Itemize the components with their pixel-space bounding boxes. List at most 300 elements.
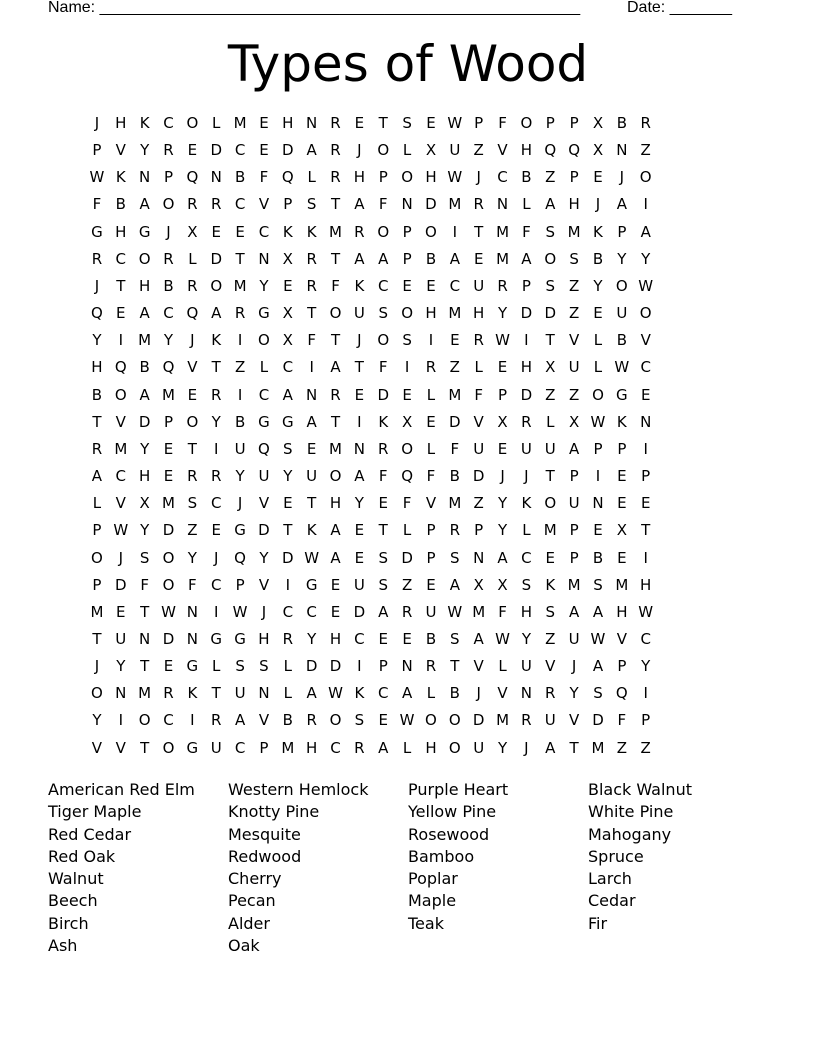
grid-letter: Z — [234, 358, 246, 377]
grid-letter: R — [521, 412, 532, 431]
grid-letter: P — [283, 195, 293, 214]
grid-letter: V — [473, 657, 484, 676]
grid-letter: I — [428, 331, 434, 350]
grid-letter: A — [330, 521, 341, 540]
grid-letter: X — [545, 358, 556, 377]
grid-letter: D — [258, 521, 270, 540]
grid-letter: N — [592, 494, 604, 513]
grid-letter: L — [188, 249, 197, 268]
grid-letter: M — [567, 575, 581, 594]
grid-letter: F — [402, 494, 412, 513]
grid-letter: U — [520, 439, 532, 458]
grid-letter: T — [307, 304, 317, 323]
date-field-label: Date: _______ — [627, 0, 732, 16]
grid-letter: I — [237, 385, 243, 404]
grid-letter: W — [113, 521, 129, 540]
grid-letter: V — [115, 738, 126, 757]
grid-row — [85, 602, 658, 629]
grid-letter: R — [211, 467, 222, 486]
word-list — [48, 779, 768, 957]
grid-letter: L — [283, 657, 292, 676]
grid-letter: F — [140, 575, 149, 594]
grid-row — [85, 548, 658, 575]
grid-letter: L — [402, 521, 412, 540]
grid-letter: Z — [473, 141, 484, 160]
grid-letter: T — [140, 738, 150, 757]
grid-letter: Z — [616, 738, 627, 757]
grid-letter: C — [163, 304, 174, 323]
grid-letter: I — [595, 467, 601, 486]
grid-letter: D — [472, 711, 485, 730]
grid-letter: W — [399, 711, 415, 730]
grid-letter: J — [524, 738, 529, 757]
grid-letter: E — [354, 521, 365, 540]
grid-letter: J — [261, 602, 267, 621]
grid-letter: G — [186, 657, 199, 676]
grid-letter: T — [378, 114, 388, 132]
grid-letter: S — [187, 494, 198, 513]
grid-letter: R — [91, 439, 103, 458]
grid-letter: K — [616, 412, 627, 431]
grid-letter: H — [115, 114, 127, 132]
grid-letter: F — [498, 114, 507, 132]
grid-letter: H — [91, 358, 103, 377]
word-list-item: American Red Elm — [48, 780, 195, 799]
grid-letter: Y — [283, 467, 293, 486]
grid-letter: W — [590, 629, 606, 648]
grid-letter: R — [187, 276, 198, 295]
grid-letter: V — [616, 629, 627, 648]
grid-letter: Y — [497, 494, 508, 513]
grid-letter: A — [91, 467, 103, 486]
grid-letter: C — [497, 168, 508, 187]
grid-letter: O — [186, 412, 199, 431]
grid-letter: M — [448, 195, 462, 214]
grid-letter: L — [593, 331, 603, 350]
grid-letter: K — [521, 494, 532, 513]
grid-letter: X — [401, 412, 413, 431]
grid-letter: O — [544, 249, 557, 268]
word-list-item: Pecan — [228, 891, 276, 911]
grid-letter: F — [426, 467, 436, 486]
grid-letter: D — [425, 195, 437, 214]
grid-letter: I — [357, 657, 362, 676]
grid-letter: M — [329, 222, 342, 241]
grid-letter: X — [497, 575, 508, 594]
grid-letter: X — [568, 412, 580, 431]
grid-letter: P — [569, 548, 579, 567]
grid-letter: L — [522, 521, 531, 540]
grid-letter: M — [496, 249, 510, 268]
word-list-item: Red Oak — [48, 846, 116, 866]
grid-letter: R — [306, 711, 317, 730]
grid-letter: B — [616, 331, 627, 350]
grid-letter: L — [426, 439, 436, 458]
grid-letter: S — [306, 195, 317, 214]
grid-letter: N — [306, 385, 318, 404]
grid-letter: A — [354, 467, 365, 486]
grid-letter: O — [329, 304, 342, 323]
grid-letter: T — [283, 521, 293, 540]
grid-letter: A — [306, 141, 317, 160]
word-list-item: Rosewood — [408, 824, 490, 844]
grid-letter: S — [545, 222, 556, 241]
grid-letter: P — [521, 276, 531, 295]
grid-letter: L — [426, 385, 436, 404]
grid-letter: A — [378, 249, 389, 268]
grid-letter: X — [497, 412, 508, 431]
grid-letter: V — [497, 684, 508, 703]
grid-letter: I — [214, 439, 219, 458]
grid-row — [85, 167, 658, 194]
word-list-item: Mesquite — [228, 824, 301, 844]
grid-letter: J — [524, 467, 529, 486]
grid-letter: A — [473, 629, 484, 648]
grid-letter: E — [354, 548, 365, 567]
grid-letter: Y — [211, 412, 221, 431]
grid-letter: G — [234, 629, 246, 648]
grid-letter: B — [91, 385, 103, 404]
grid-letter: L — [307, 168, 316, 187]
grid-letter: V — [258, 494, 270, 513]
grid-letter: D — [162, 629, 175, 648]
grid-letter: P — [474, 114, 484, 132]
grid-letter: A — [497, 548, 508, 567]
grid-letter: C — [115, 249, 127, 268]
grid-letter: K — [115, 168, 126, 187]
grid-letter: K — [354, 276, 365, 295]
word-list-item: Spruce — [588, 846, 644, 866]
grid-letter: H — [425, 304, 437, 323]
grid-letter: H — [115, 222, 127, 241]
word-list-item: Fir — [588, 913, 608, 933]
grid-letter: K — [378, 412, 389, 431]
grid-letter: E — [640, 494, 651, 513]
grid-letter: T — [235, 249, 245, 268]
word-list-item: White Pine — [588, 802, 674, 822]
grid-letter: T — [330, 249, 341, 268]
grid-letter: F — [307, 331, 316, 350]
grid-letter: U — [425, 602, 437, 621]
word-list-item: Larch — [588, 869, 632, 889]
grid-letter: N — [473, 548, 485, 567]
grid-letter: P — [163, 168, 174, 187]
grid-letter: Y — [497, 304, 508, 323]
grid-letter: M — [138, 684, 152, 703]
grid-letter: P — [617, 439, 627, 458]
grid-letter: R — [401, 602, 413, 621]
grid-letter: Y — [497, 738, 508, 757]
grid-letter: W — [447, 168, 463, 187]
grid-letter: I — [643, 439, 648, 458]
grid-letter: Y — [163, 331, 174, 350]
grid-letter: O — [210, 276, 223, 295]
grid-letter: P — [92, 521, 102, 540]
grid-letter: A — [211, 304, 222, 323]
grid-letter: Z — [545, 385, 556, 404]
grid-letter: W — [232, 602, 248, 621]
grid-letter: F — [378, 467, 388, 486]
word-list-item: Redwood — [228, 846, 302, 866]
word-list-item: Beech — [48, 891, 98, 911]
grid-row — [85, 493, 658, 520]
grid-letter: C — [378, 276, 389, 295]
grid-letter: C — [163, 711, 174, 730]
grid-letter: P — [378, 657, 388, 676]
grid-letter: N — [353, 439, 365, 458]
grid-letter: R — [330, 114, 341, 132]
grid-letter: E — [617, 467, 627, 486]
grid-letter: K — [139, 114, 150, 132]
grid-letter: E — [163, 467, 174, 486]
grid-letter: U — [353, 304, 365, 323]
grid-letter: M — [448, 385, 462, 404]
grid-letter: Y — [354, 494, 364, 513]
grid-letter: U — [544, 711, 556, 730]
grid-letter: C — [282, 602, 294, 621]
grid-letter: T — [330, 412, 341, 431]
grid-letter: E — [426, 412, 436, 431]
grid-letter: A — [449, 575, 460, 594]
grid-letter: L — [593, 358, 603, 377]
grid-letter: B — [234, 168, 246, 187]
grid-letter: W — [304, 548, 320, 567]
grid-letter: O — [639, 168, 652, 187]
name-field-label: Name: ______________________________________________________ — [48, 0, 581, 16]
grid-letter: Z — [640, 141, 651, 160]
grid-letter: N — [401, 195, 413, 214]
grid-letter: Y — [259, 276, 269, 295]
grid-letter: E — [426, 575, 436, 594]
grid-letter: I — [357, 412, 362, 431]
grid-letter: Y — [307, 629, 317, 648]
grid-letter: U — [306, 467, 318, 486]
grid-letter: E — [116, 304, 126, 323]
grid-letter: W — [638, 602, 654, 621]
grid-letter: Q — [186, 168, 199, 187]
grid-letter: C — [378, 684, 389, 703]
grid-letter: D — [210, 249, 222, 268]
grid-letter: Z — [545, 629, 556, 648]
grid-letter: C — [640, 358, 651, 377]
grid-letter: S — [402, 114, 412, 132]
grid-letter: Y — [140, 141, 150, 160]
grid-letter: E — [378, 629, 388, 648]
grid-letter: A — [139, 304, 150, 323]
grid-letter: E — [402, 385, 412, 404]
grid-letter: M — [138, 331, 152, 350]
grid-letter: Z — [568, 385, 580, 404]
grid-letter: Y — [617, 249, 627, 268]
grid-letter: U — [449, 141, 461, 160]
grid-letter: C — [234, 195, 246, 214]
grid-row — [85, 385, 658, 412]
grid-letter: V — [258, 711, 270, 730]
grid-letter: H — [258, 629, 270, 648]
grid-letter: U — [258, 467, 270, 486]
grid-letter: E — [235, 222, 245, 241]
grid-letter: B — [234, 412, 246, 431]
grid-letter: S — [521, 575, 532, 594]
grid-letter: B — [592, 548, 604, 567]
worksheet-header — [48, 0, 748, 20]
grid-letter: A — [401, 684, 413, 703]
grid-letter: C — [115, 467, 127, 486]
grid-letter: D — [401, 548, 413, 567]
grid-letter: S — [235, 657, 245, 676]
word-list-item: Oak — [228, 936, 260, 956]
grid-row — [85, 629, 658, 656]
grid-letter: P — [545, 114, 555, 132]
grid-letter: M — [496, 711, 510, 730]
grid-letter: X — [282, 249, 293, 268]
grid-letter: E — [306, 439, 317, 458]
word-list-item: Purple Heart — [408, 780, 509, 799]
grid-letter: W — [447, 602, 463, 621]
grid-letter: P — [593, 439, 603, 458]
grid-letter: I — [190, 711, 195, 730]
grid-letter: M — [329, 439, 342, 458]
grid-row — [85, 575, 658, 602]
grid-letter: W — [328, 684, 343, 703]
grid-row — [85, 357, 658, 384]
grid-letter: Y — [497, 521, 508, 540]
grid-letter: G — [258, 304, 270, 323]
grid-letter: A — [139, 195, 150, 214]
grid-letter: K — [306, 521, 317, 540]
grid-letter: O — [162, 548, 175, 567]
grid-letter: N — [258, 249, 270, 268]
grid-letter: M — [448, 494, 462, 513]
grid-letter: V — [497, 141, 508, 160]
grid-letter: R — [282, 629, 294, 648]
grid-row — [85, 738, 658, 765]
grid-letter: A — [234, 711, 246, 730]
grid-letter: V — [91, 738, 103, 757]
grid-letter: A — [616, 195, 627, 214]
grid-letter: S — [569, 249, 579, 268]
grid-letter: Y — [92, 711, 102, 730]
grid-letter: O — [138, 711, 151, 730]
grid-letter: T — [140, 657, 150, 676]
grid-letter: N — [186, 602, 198, 621]
grid-letter: E — [378, 711, 388, 730]
word-list-item: Cedar — [588, 891, 636, 911]
grid-letter: D — [520, 304, 533, 323]
grid-letter: W — [590, 412, 606, 431]
grid-letter: O — [425, 711, 437, 730]
grid-letter: P — [402, 249, 412, 268]
grid-letter: K — [187, 684, 198, 703]
grid-letter: O — [329, 467, 342, 486]
grid-letter: M — [615, 575, 629, 594]
grid-letter: D — [544, 304, 557, 323]
grid-letter: I — [524, 331, 529, 350]
grid-letter: H — [640, 575, 652, 594]
grid-letter: G — [91, 222, 103, 241]
grid-letter: S — [139, 548, 150, 567]
grid-letter: P — [259, 738, 269, 757]
grid-letter: I — [285, 575, 291, 594]
grid-letter: S — [259, 657, 269, 676]
grid-letter: R — [545, 684, 556, 703]
grid-letter: Q — [234, 548, 246, 567]
page-title: Types of Wood — [227, 35, 589, 93]
grid-letter: E — [497, 358, 508, 377]
grid-letter: E — [211, 222, 221, 241]
grid-letter: A — [378, 738, 389, 757]
grid-letter: S — [450, 629, 460, 648]
word-list-column — [48, 779, 228, 957]
word-list-item: Tiger Maple — [48, 802, 142, 822]
grid-letter: T — [211, 684, 221, 703]
grid-letter: C — [210, 494, 222, 513]
grid-letter: E — [617, 494, 627, 513]
grid-letter: E — [330, 575, 341, 594]
grid-letter: T — [92, 412, 102, 431]
grid-letter: F — [474, 385, 483, 404]
grid-letter: Z — [187, 521, 198, 540]
grid-letter: E — [497, 439, 508, 458]
grid-letter: O — [114, 385, 127, 404]
word-list-item: Maple — [408, 891, 457, 911]
grid-letter: Y — [593, 276, 603, 295]
grid-letter: B — [425, 249, 437, 268]
word-list-column — [588, 779, 768, 957]
grid-letter: A — [282, 385, 293, 404]
grid-letter: M — [162, 385, 175, 404]
grid-letter: D — [449, 412, 461, 431]
grid-letter: O — [377, 141, 390, 160]
grid-letter: F — [188, 575, 197, 594]
grid-letter: E — [354, 114, 365, 132]
grid-letter: G — [138, 222, 151, 241]
grid-letter: B — [115, 195, 126, 214]
grid-letter: U — [473, 439, 485, 458]
grid-letter: C — [354, 629, 365, 648]
grid-letter: U — [544, 439, 556, 458]
grid-letter: N — [258, 684, 270, 703]
grid-letter: E — [283, 494, 293, 513]
grid-letter: R — [640, 114, 651, 132]
grid-letter: D — [138, 412, 151, 431]
grid-letter: V — [568, 711, 580, 730]
grid-letter: J — [214, 548, 219, 567]
grid-letter: W — [89, 168, 105, 187]
grid-letter: T — [92, 629, 102, 648]
grid-letter: R — [163, 249, 174, 268]
grid-letter: R — [449, 521, 461, 540]
grid-letter: T — [450, 657, 460, 676]
grid-letter: A — [378, 602, 389, 621]
grid-letter: Z — [640, 738, 651, 757]
grid-letter: P — [569, 521, 579, 540]
grid-letter: C — [163, 114, 174, 132]
grid-letter: O — [186, 114, 199, 132]
grid-letter: R — [330, 385, 341, 404]
grid-letter: Z — [568, 276, 580, 295]
grid-row — [85, 249, 658, 276]
grid-letter: A — [354, 195, 365, 214]
grid-letter: E — [259, 141, 269, 160]
grid-letter: D — [162, 521, 175, 540]
grid-letter: R — [163, 141, 174, 160]
grid-letter: T — [116, 276, 126, 295]
word-list-item: Knotty Pine — [228, 802, 320, 822]
grid-letter: Y — [259, 548, 269, 567]
grid-letter: C — [449, 276, 461, 295]
grid-letter: N — [306, 114, 318, 132]
